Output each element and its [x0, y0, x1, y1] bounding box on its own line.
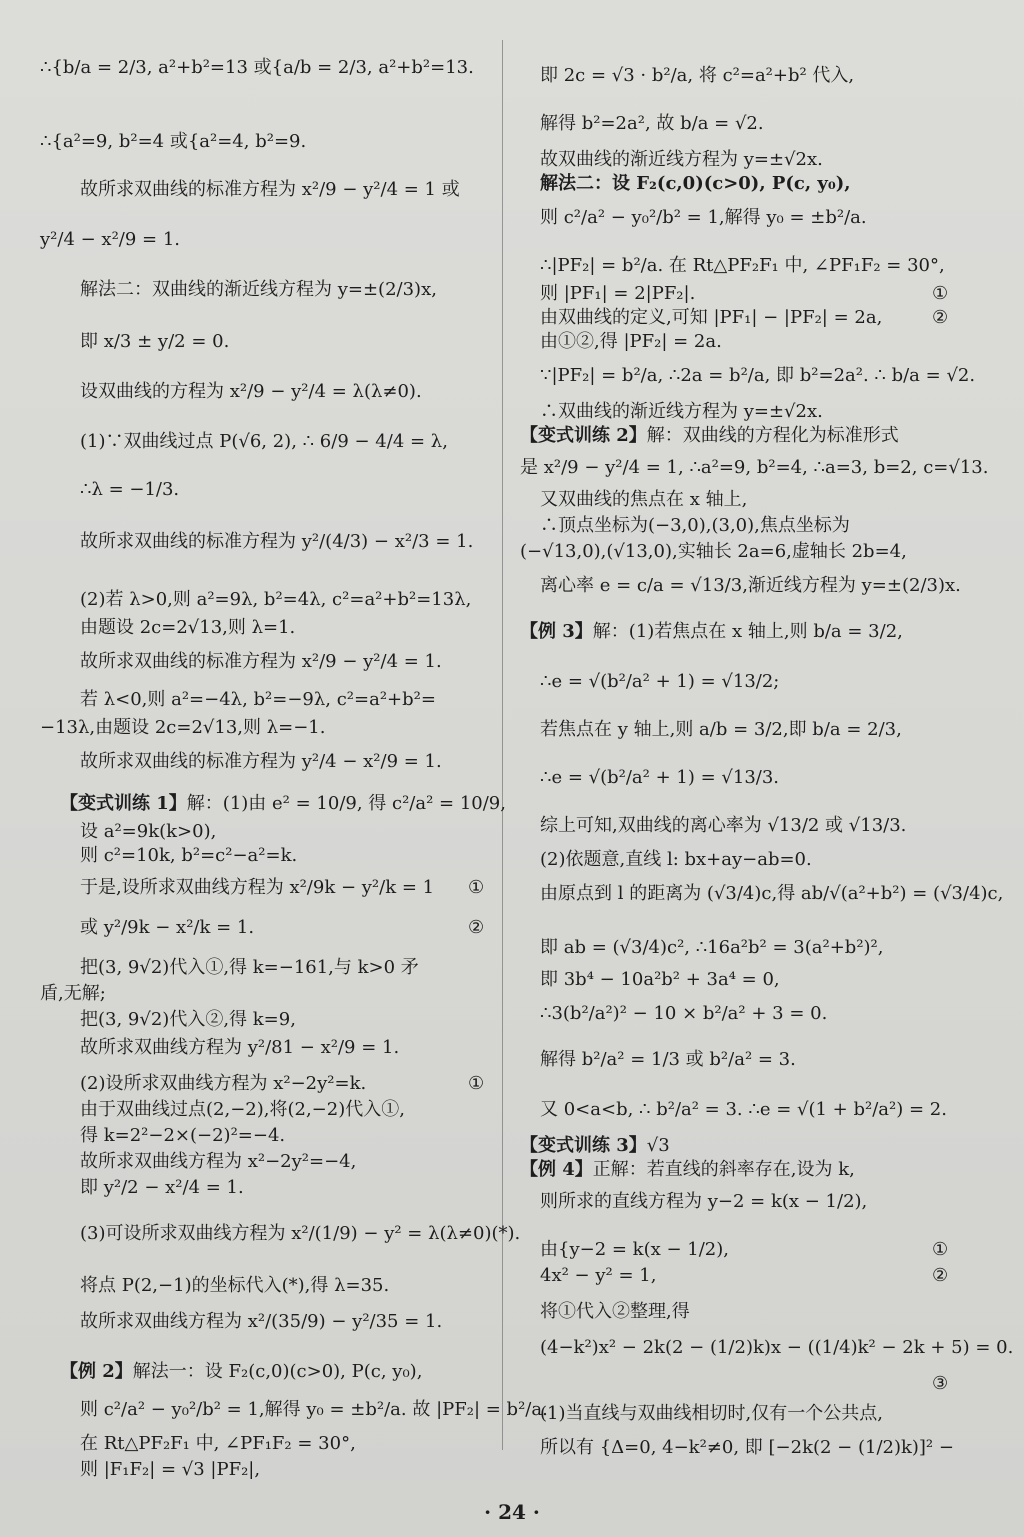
text-line: 若 λ<0,则 a²=−4λ, b²=−9λ, c²=a²+b²=	[80, 689, 436, 710]
text-line: (4−k²)x² − 2k(2 − (1/2)k)x − ((1/4)k² − 2k + 5) = 0.	[540, 1337, 1014, 1358]
text-line: 即 ab = (√3/4)c², ∴16a²b² = 3(a²+b²)²,	[540, 937, 884, 958]
text-line: 由原点到 l 的距离为 (√3/4)c,得 ab/√(a²+b²) = (√3/4)c,	[540, 883, 1004, 904]
text-line: −13λ,由题设 2c=2√13,则 λ=−1.	[40, 717, 326, 738]
text-line: 于是,设所求双曲线方程为 x²/9k − y²/k = 1	[80, 877, 435, 898]
text-line: 则所求的直线方程为 y−2 = k(x − 1/2),	[540, 1191, 868, 1212]
text-line: ∴e = √(b²/a² + 1) = √13/3.	[540, 767, 780, 788]
text-line: 将①代入②整理,得	[540, 1301, 690, 1322]
text-line: 则 |F₁F₂| = √3 |PF₂|,	[80, 1459, 261, 1480]
text-line: 是 x²/9 − y²/4 = 1, ∴a²=9, b²=4, ∴a=3, b=2, c=√13.	[520, 457, 989, 478]
circled-marker: ①	[932, 1239, 949, 1260]
text-line: 离心率 e = c/a = √13/3,渐近线方程为 y=±(2/3)x.	[540, 575, 961, 596]
text-line: 把(3, 9√2)代入①,得 k=−161,与 k>0 矛	[80, 957, 419, 978]
example-tag: 【例 2】	[60, 1361, 133, 1382]
text-line: 由①②,得 |PF₂| = 2a.	[540, 331, 722, 352]
text-span: 解法一：设 F₂(c,0)(c>0), P(c, y₀),	[132, 1361, 423, 1382]
text-line: 由{y−2 = k(x − 1/2),	[540, 1239, 729, 1260]
page-number: · 24 ·	[484, 1500, 540, 1524]
text-line: 即 3b⁴ − 10a²b² + 3a⁴ = 0,	[540, 969, 780, 990]
text-line: 解法二：设 F₂(c,0)(c>0), P(c, y₀),	[540, 173, 851, 194]
text-line: 故所求双曲线方程为 x²/(35/9) − y²/35 = 1.	[80, 1311, 443, 1332]
text-line: (1)当直线与双曲线相切时,仅有一个公共点,	[540, 1403, 883, 1424]
text-line: 将点 P(2,−1)的坐标代入(*),得 λ=35.	[80, 1275, 390, 1296]
text-line: ∴λ = −1/3.	[80, 479, 180, 500]
text-line: 解得 b²/a² = 1/3 或 b²/a² = 3.	[540, 1049, 796, 1070]
circled-marker: ①	[468, 1073, 485, 1094]
circled-marker: ③	[932, 1373, 949, 1394]
text-line: 又双曲线的焦点在 x 轴上,	[540, 489, 748, 510]
example-tag: 【例 4】	[520, 1159, 593, 1180]
example-tag: 【例 3】	[520, 621, 593, 642]
text-line: 故所求双曲线的标准方程为 x²/9 − y²/4 = 1.	[80, 651, 442, 672]
text-line: 由题设 2c=2√13,则 λ=1.	[80, 617, 296, 638]
text-line: 故所求双曲线方程为 y²/81 − x²/9 = 1.	[80, 1037, 400, 1058]
exercise-1-line	[60, 794, 506, 814]
text-line: 解得 b²=2a², 故 b/a = √2.	[540, 113, 764, 134]
text-line: 故所求双曲线的标准方程为 y²/4 − x²/9 = 1.	[80, 751, 442, 772]
text-line: 则 |PF₁| = 2|PF₂|.	[540, 283, 696, 304]
text-line: 故所求双曲线的标准方程为 x²/9 − y²/4 = 1 或	[80, 179, 460, 200]
text-line: 把(3, 9√2)代入②,得 k=9,	[80, 1009, 296, 1030]
text-line: ∴3(b²/a²)² − 10 × b²/a² + 3 = 0.	[540, 1003, 828, 1024]
text-line: (2)若 λ>0,则 a²=9λ, b²=4λ, c²=a²+b²=13λ,	[80, 589, 472, 610]
text-span: 解：(1)若焦点在 x 轴上,则 b/a = 3/2,	[592, 621, 903, 642]
text-line: (2)设所求双曲线方程为 x²−2y²=k.	[80, 1073, 367, 1094]
text-line: 设 a²=9k(k>0),	[80, 821, 217, 842]
text-line: (2)依题意,直线 l: bx+ay−ab=0.	[540, 849, 812, 870]
example-2-line	[60, 1362, 422, 1382]
text-line: 4x² − y² = 1,	[540, 1265, 657, 1286]
text-line: 即 y²/2 − x²/4 = 1.	[80, 1177, 244, 1198]
text-line: (−√13,0),(√13,0),实轴长 2a=6,虚轴长 2b=4,	[520, 541, 907, 562]
exercise-tag: 【变式训练 2】	[520, 425, 647, 446]
circled-marker: ①	[468, 877, 485, 898]
exercise-3-line	[520, 1136, 670, 1156]
text-line: 由双曲线的定义,可知 |PF₁| − |PF₂| = 2a,	[540, 307, 883, 328]
text-line: ∴{a²=9, b²=4 或{a²=4, b²=9.	[40, 131, 307, 152]
text-line: 即 x/3 ± y/2 = 0.	[80, 331, 230, 352]
exercise-2-line	[520, 426, 899, 446]
text-line: (1)∵双曲线过点 P(√6, 2), ∴ 6/9 − 4/4 = λ,	[80, 431, 448, 452]
text-line: 又 0<a<b, ∴ b²/a² = 3. ∴e = √(1 + b²/a²) = 2.	[540, 1099, 947, 1120]
text-line: 故双曲线的渐近线方程为 y=±√2x.	[540, 149, 823, 170]
text-line: ∴e = √(b²/a² + 1) = √13/2;	[540, 671, 780, 692]
text-line: ∴|PF₂| = b²/a. 在 Rt△PF₂F₁ 中, ∠PF₁F₂ = 30°,	[540, 255, 945, 276]
example-3-line	[520, 622, 903, 642]
text-line: 故所求双曲线的标准方程为 y²/(4/3) − x²/3 = 1.	[80, 531, 474, 552]
text-span: 解：(1)由 e² = 10/9, 得 c²/a² = 10/9,	[186, 793, 506, 814]
exercise-tag: 【变式训练 3】	[520, 1135, 647, 1156]
exercise-tag: 【变式训练 1】	[60, 793, 187, 814]
text-line: 则 c²/a² − y₀²/b² = 1,解得 y₀ = ±b²/a.	[540, 207, 867, 228]
example-4-line	[520, 1160, 855, 1180]
text-span: 正解：若直线的斜率存在,设为 k,	[592, 1159, 855, 1180]
text-line: 即 2c = √3 · b²/a, 将 c²=a²+b² 代入,	[540, 65, 855, 86]
text-line: (3)可设所求双曲线方程为 x²/(1/9) − y² = λ(λ≠0)(*).	[80, 1223, 521, 1244]
text-span: 解：双曲线的方程化为标准形式	[646, 425, 899, 446]
text-line: 解法二：双曲线的渐近线方程为 y=±(2/3)x,	[80, 279, 437, 300]
circled-marker: ②	[932, 307, 949, 328]
text-line: 或 y²/9k − x²/k = 1.	[80, 917, 255, 938]
text-line: 得 k=2²−2×(−2)²=−4.	[80, 1125, 286, 1146]
text-line: ∴顶点坐标为(−3,0),(3,0),焦点坐标为	[540, 515, 850, 536]
text-line: 则 c²=10k, b²=c²−a²=k.	[80, 845, 298, 866]
text-line: 在 Rt△PF₂F₁ 中, ∠PF₁F₂ = 30°,	[80, 1433, 356, 1454]
circled-marker: ②	[468, 917, 485, 938]
text-line: 故所求双曲线方程为 x²−2y²=−4,	[80, 1151, 357, 1172]
answer-span: √3	[646, 1135, 670, 1156]
text-line: ∴双曲线的渐近线方程为 y=±√2x.	[540, 401, 823, 422]
text-line: 综上可知,双曲线的离心率为 √13/2 或 √13/3.	[540, 815, 907, 836]
text-line: 盾,无解;	[40, 983, 106, 1004]
text-line: 由于双曲线过点(2,−2),将(2,−2)代入①,	[80, 1099, 405, 1120]
text-line: y²/4 − x²/9 = 1.	[40, 229, 181, 250]
text-line: ∴{b/a = 2/3, a²+b²=13 或{a/b = 2/3, a²+b²=13.	[40, 57, 474, 78]
circled-marker: ②	[932, 1265, 949, 1286]
text-line: 若焦点在 y 轴上,则 a/b = 3/2,即 b/a = 2/3,	[540, 719, 902, 740]
text-line: 则 c²/a² − y₀²/b² = 1,解得 y₀ = ±b²/a. 故 |PF₂| = b²/a.	[80, 1399, 548, 1420]
text-line: 所以有 {Δ=0, 4−k²≠0, 即 [−2k(2 − (1/2)k)]² −	[540, 1437, 954, 1458]
text-line: 设双曲线的方程为 x²/9 − y²/4 = λ(λ≠0).	[80, 381, 422, 402]
text-line: ∵|PF₂| = b²/a, ∴2a = b²/a, 即 b²=2a². ∴ b/a = √2.	[540, 365, 976, 386]
circled-marker: ①	[932, 283, 949, 304]
